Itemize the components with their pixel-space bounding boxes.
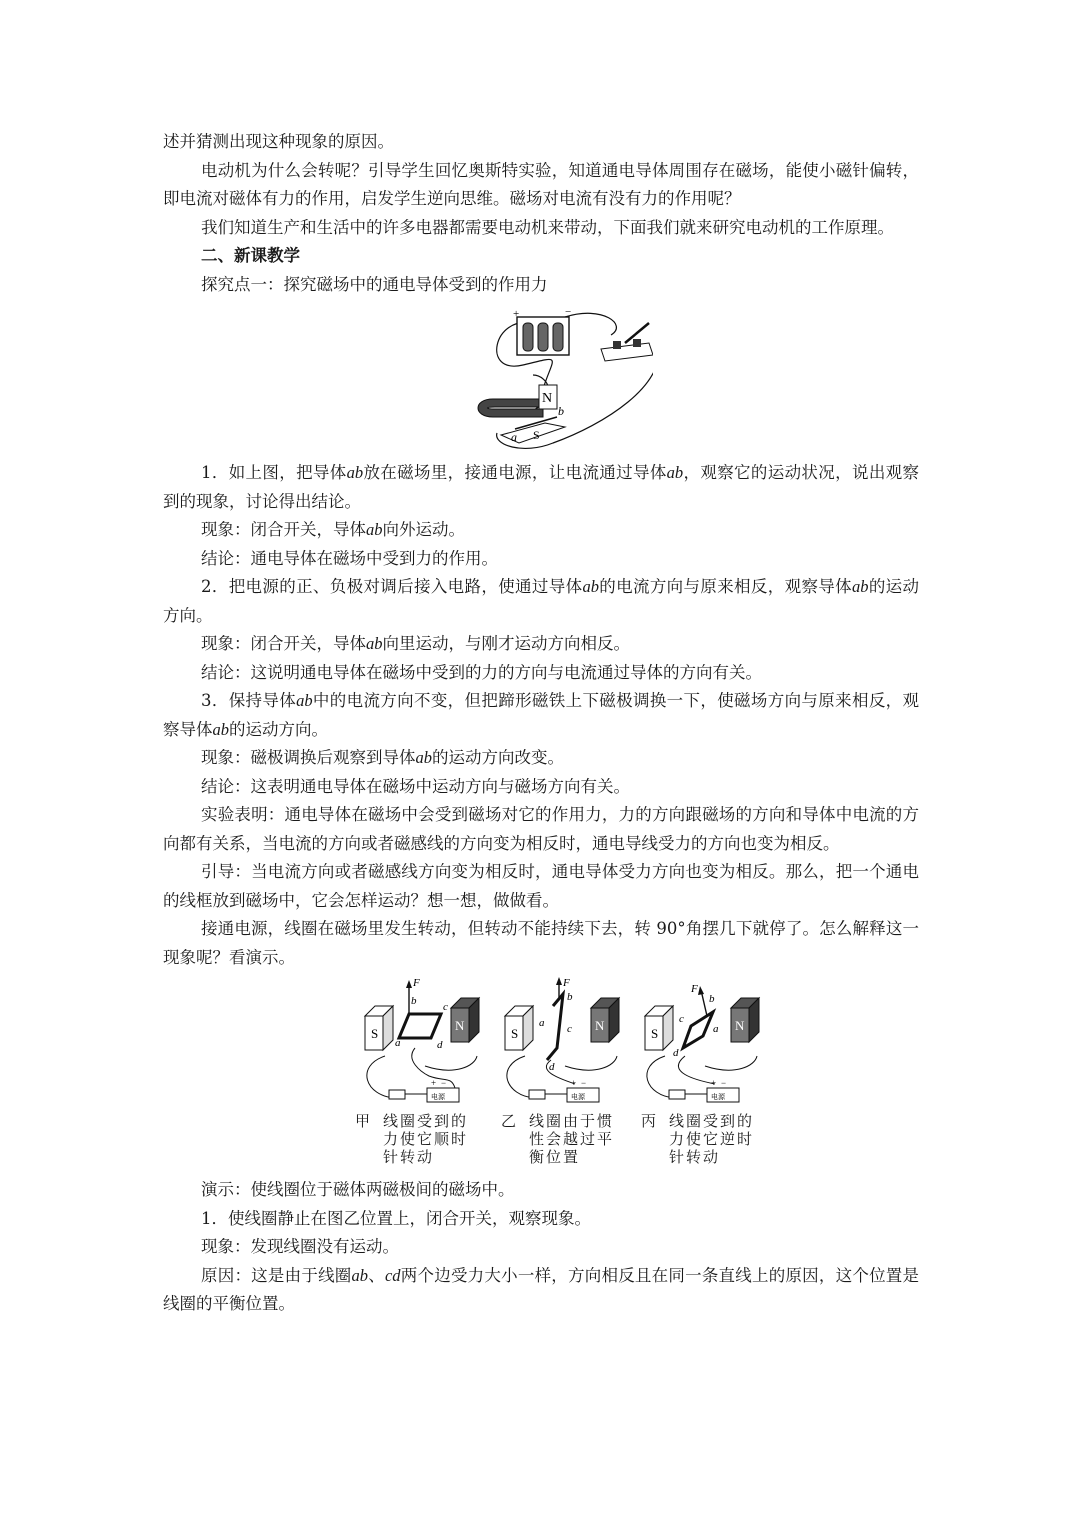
svg-text:−: − <box>581 1078 587 1088</box>
step-2-instruction: 2．把电源的正、负极对调后接入电路，使通过导体ab的电流方向与原来相反，观察导体ab的运动方向。 <box>163 577 920 625</box>
svg-text:−: − <box>565 306 572 318</box>
svg-text:N: N <box>542 391 553 406</box>
svg-text:S: S <box>533 428 540 442</box>
svg-text:+: + <box>711 1078 717 1088</box>
svg-text:a: a <box>395 1037 401 1049</box>
step-1-phenomenon: 现象：闭合开关，导体ab向外运动。 <box>201 520 465 539</box>
svg-text:+: + <box>431 1078 437 1088</box>
step-2-phenomenon: 现象：闭合开关，导体ab向里运动，与刚才运动方向相反。 <box>201 634 630 653</box>
battery-icon <box>513 306 571 355</box>
paragraph-intro-end: 述并猜测出现这种现象的原因。 <box>163 132 394 151</box>
step-3-conclusion: 结论：这表明通电导体在磁场中运动方向与磁场方向有关。 <box>201 776 630 796</box>
demo-reason: 原因：这是由于线圈ab、cd两个边受力大小一样，方向相反且在同一条直线上的原因，这个位置是线圈的平衡位置。 <box>163 1265 920 1313</box>
demo-step-1: 1．使线圈静止在图乙位置上，闭合开关，观察现象。 <box>201 1208 591 1228</box>
coil-paragraph: 接通电源，线圈在磁场里发生转动，但转动不能持续下去，转 90°角摆几下就停了。怎么解释这一现象呢？看演示。 <box>163 919 919 967</box>
svg-text:c: c <box>567 1023 572 1035</box>
step-3-instruction: 3．保持导体ab中的电流方向不变，但把蹄形磁铁上下磁极调换一下，使磁场方向与原来相反，观察导体ab的运动方向。 <box>163 691 920 739</box>
coil-rotation-figure <box>355 976 765 1116</box>
svg-text:F: F <box>563 977 570 989</box>
step-1-conclusion: 结论：通电导体在磁场中受到力的作用。 <box>201 548 498 568</box>
svg-text:−: − <box>721 1078 727 1088</box>
svg-text:d: d <box>673 1047 679 1059</box>
caption-jia: 甲 线圈受到的力使它顺时针转动 <box>355 1112 469 1166</box>
switch-icon <box>601 323 653 361</box>
step-1-instruction: 1．如上图，把导体ab放在磁场里，接通电源，让电流通过导体ab，观察它的运动状况，说出观察到的现象，讨论得出结论。 <box>163 463 920 511</box>
svg-text:a: a <box>539 1017 545 1029</box>
figure-captions <box>163 1112 919 1176</box>
explore-point-title: 探究点一：探究磁场中的通电导体受到的作用力 <box>201 274 548 294</box>
svg-text:N: N <box>735 1018 745 1033</box>
panel-jia <box>365 977 479 1102</box>
experiment-summary: 实验表明：通电导体在磁场中会受到磁场对它的作用力，力的方向跟磁场的方向和导体中电流的方向都有关系，当电流的方向或者磁感线的方向变为相反时，通电导线受力的方向也变为相反。 <box>163 805 919 853</box>
svg-text:d: d <box>437 1039 443 1051</box>
panel-bing <box>645 983 759 1102</box>
document-page <box>163 128 919 1319</box>
demo-paragraph: 演示：使线圈位于磁体两磁极间的磁场中。 <box>201 1180 515 1199</box>
svg-text:F: F <box>691 983 698 995</box>
svg-text:b: b <box>558 404 564 418</box>
svg-text:电源: 电源 <box>431 1093 445 1101</box>
svg-text:d: d <box>549 1061 555 1073</box>
panel-yi <box>505 977 619 1102</box>
svg-text:F: F <box>413 977 420 989</box>
svg-text:a: a <box>713 1023 719 1035</box>
svg-text:+: + <box>571 1078 577 1088</box>
svg-text:b: b <box>411 995 417 1007</box>
svg-text:b: b <box>709 993 715 1005</box>
svg-text:电源: 电源 <box>571 1093 585 1101</box>
svg-text:c: c <box>443 1001 448 1013</box>
svg-text:a: a <box>511 430 517 444</box>
svg-text:+: + <box>513 308 520 320</box>
paragraph-motor-question: 电动机为什么会转呢？引导学生回忆奥斯特实验，知道通电导体周围存在磁场，能使小磁针偏转，即电流对磁体有力的作用，启发学生逆向思维。磁场对电流有没有力的作用呢？ <box>163 160 919 208</box>
horseshoe-magnet-icon <box>478 385 565 444</box>
caption-bing: 丙 线圈受到的力使它逆时针转动 <box>641 1112 755 1166</box>
step-3-phenomenon: 现象：磁极调换后观察到导体ab的运动方向改变。 <box>201 748 564 767</box>
experiment-apparatus-figure <box>453 305 653 455</box>
svg-text:电源: 电源 <box>711 1093 725 1101</box>
svg-text:c: c <box>679 1013 684 1025</box>
demo-phenomenon: 现象：发现线圈没有运动。 <box>201 1237 399 1256</box>
paragraph-motor-principle: 我们知道生产和生活中的许多电器都需要电动机来带动，下面我们就来研究电动机的工作原理。 <box>201 217 894 237</box>
svg-text:−: − <box>441 1078 447 1088</box>
svg-text:N: N <box>595 1018 605 1033</box>
svg-text:N: N <box>455 1018 465 1033</box>
svg-text:b: b <box>567 991 573 1003</box>
svg-text:S: S <box>651 1026 659 1041</box>
step-2-conclusion: 结论：这说明通电导体在磁场中受到的力的方向与电流通过导体的方向有关。 <box>201 662 762 682</box>
section-heading: 二、新课教学 <box>201 246 300 265</box>
svg-text:S: S <box>511 1026 519 1041</box>
svg-text:S: S <box>371 1026 379 1041</box>
caption-yi: 乙 线圈由于惯性会越过平衡位置 <box>501 1112 615 1166</box>
guide-paragraph: 引导：当电流方向或者磁感线方向变为相反时，通电导体受力方向也变为相反。那么，把一个通电的线框放到磁场中，它会怎样运动？想一想，做做看。 <box>163 862 919 910</box>
